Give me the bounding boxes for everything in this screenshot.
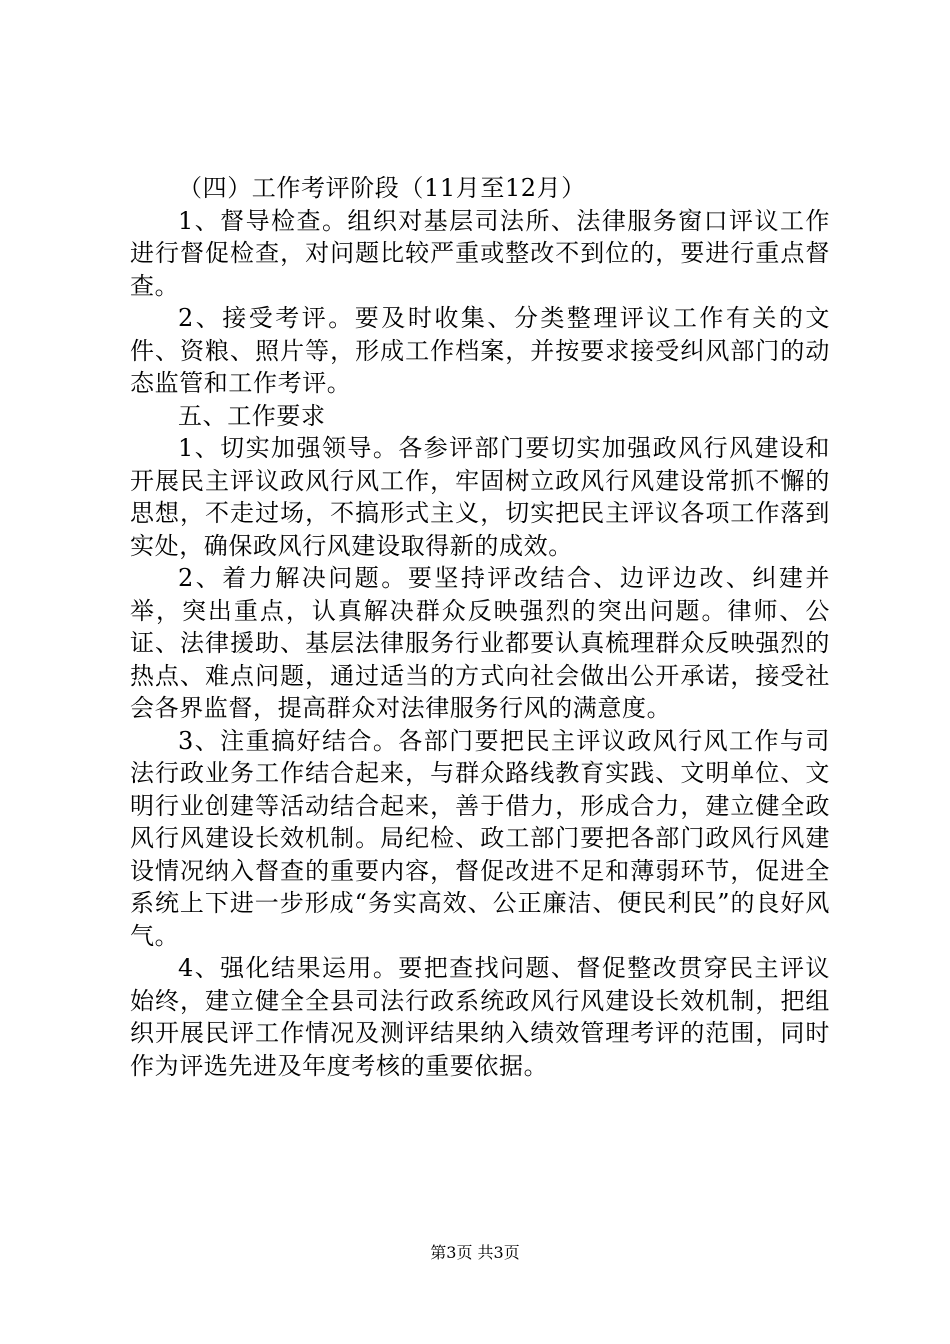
document-body (130, 172, 830, 1082)
paragraph-combine-work: 3、注重搞好结合。各部门要把民主评议政风行风工作与司法行政业务工作结合起来，与群众路线教育实践、文明单位、文明行业创建等活动结合起来，善于借力，形成合力，建立健全政风行风建设长效机制。局纪检、政工部门要把各部门政风行风建设情况纳入督查的重要内容，督促改进不足和薄弱环节，促进全系统上下进一步形成“务实高效、公正廉洁、便民利民”的良好风气。 (130, 726, 830, 950)
paragraph-solve-problems: 2、着力解决问题。要坚持评改结合、边评边改、纠建并举，突出重点，认真解决群众反映强烈的突出问题。律师、公证、法律援助、基层法律服务行业都要认真梳理群众反映强烈的热点、难点问题，通过适当的方式向社会做出公开承诺，接受社会各界监督，提高群众对法律服务行风的满意度。 (130, 564, 830, 722)
section-heading-evaluation-stage: （四）工作考评阶段（11月至12月） (178, 174, 586, 202)
paragraph-supervision-inspection: 1、督导检查。组织对基层司法所、法律服务窗口评议工作进行督促检查，对问题比较严重或整改不到位的，要进行重点督查。 (130, 206, 830, 300)
paragraph-strengthen-leadership: 1、切实加强领导。各参评部门要切实加强政风行风建设和开展民主评议政风行风工作，牢固树立政风行风建设常抓不懈的思想，不走过场，不搞形式主义，切实把民主评议各项工作落到实处，确保政风行风建设取得新的成效。 (130, 434, 830, 560)
page-number-footer: 第3页 共3页 (430, 1243, 520, 1262)
paragraph-apply-results: 4、强化结果运用。要把查找问题、督促整改贯穿民主评议始终，建立健全全县司法行政系统政风行风建设长效机制，把组织开展民评工作情况及测评结果纳入绩效管理考评的范围，同时作为评选先进及年度考核的重要依据。 (130, 954, 830, 1080)
section-heading-work-requirements: 五、工作要求 (178, 401, 326, 430)
paragraph-accept-evaluation: 2、接受考评。要及时收集、分类整理评议工作有关的文件、资粮、照片等，形成工作档案，并按要求接受纠风部门的动态监管和工作考评。 (130, 304, 830, 397)
